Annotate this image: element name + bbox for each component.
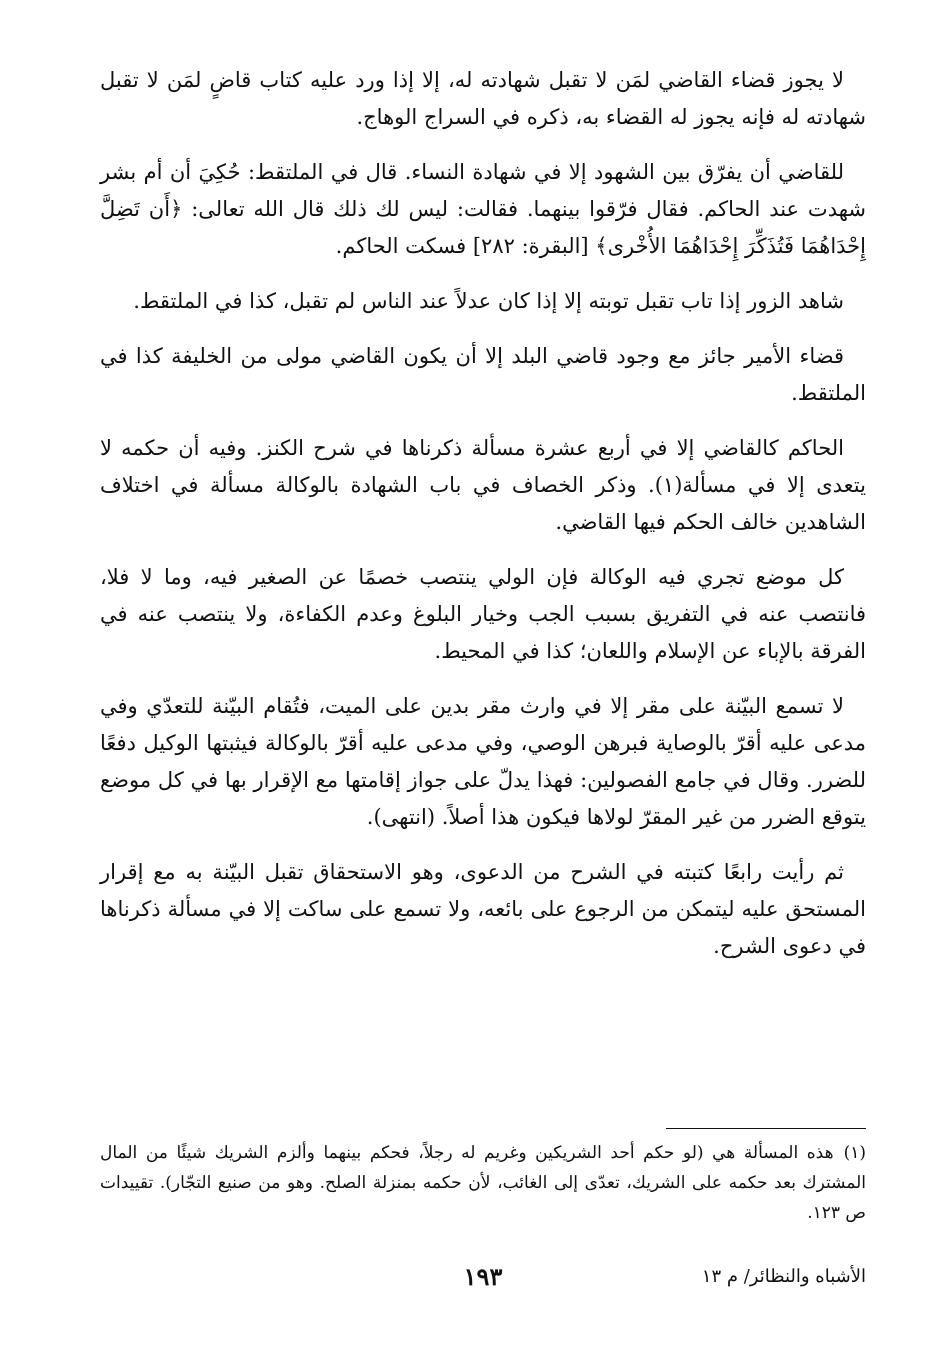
paragraph-4: قضاء الأمير جائز مع وجود قاضي البلد إلا أن يكون القاضي مولى من الخليفة كذا في الملتقط. bbox=[100, 344, 866, 405]
main-text bbox=[100, 62, 866, 983]
paragraph-5: الحاكم كالقاضي إلا في أربع عشرة مسألة ذكرناها في شرح الكنز. وفيه أن حكمه لا يتعدى إلا في مسألة(١). وذكر الخصاف في باب الشهادة بالوكالة مسألة في اختلاف الشاهدين خالف الحكم فيها القاضي. bbox=[100, 436, 866, 534]
paragraph-3: شاهد الزور إذا تاب تقبل توبته إلا إذا كان عدلاً عند الناس لم تقبل، كذا في الملتقط. bbox=[133, 289, 844, 313]
paragraph-7: لا تسمع البيّنة على مقر إلا في وارث مقر بدين على الميت، فتُقام البيّنة للتعدّي وفي مدعى عليه أقرّ بالوصاية فبرهن الوصي، وفي مدعى عليه أقرّ بالوكالة فيثبتها الوكيل دفعًا للضرر. وقال في جامع الفصولين: فهذا يدلّ على جواز إقامتها مع الإقرار بها في كل موضع يتوقع الضرر من غير المقرّ لولاها فيكون هذا أصلاً. (انتهى). bbox=[100, 694, 866, 829]
footnote-marker: (١) bbox=[843, 1143, 866, 1163]
paragraph-1: لا يجوز قضاء القاضي لمَن لا تقبل شهادته له، إلا إذا ورد عليه كتاب قاضٍ لمَن لا تقبل شهادته له فإنه يجوز له القضاء به، ذكره في السراج الوهاج. bbox=[100, 68, 866, 129]
footnote-divider bbox=[666, 1128, 866, 1129]
paragraph-6: كل موضع تجري فيه الوكالة فإن الولي ينتصب خصمًا عن الصغير فيه، وما لا فلا، فانتصب عنه في التفريق بسبب الجب وخيار البلوغ وعدم الكفاءة، ولا ينتصب عنه في الفرقة بالإباء عن الإسلام واللعان؛ كذا في المحيط. bbox=[100, 565, 866, 663]
running-title: الأشباه والنظائر/ م ١٣ bbox=[701, 1266, 866, 1287]
page-number: ١٩٣ bbox=[463, 1262, 503, 1291]
paragraph-8: ثم رأيت رابعًا كتبته في الشرح من الدعوى، وهو الاستحقاق تقبل البيّنة به مع إقرار المستحق عليه ليتمكن من الرجوع على بائعه، ولا تسمع على ساكت إلا في مسألة ذكرناها في دعوى الشرح. bbox=[100, 860, 866, 958]
paragraph-2: للقاضي أن يفرّق بين الشهود إلا في شهادة النساء. قال في الملتقط: حُكِيَ أن أم بشر شهدت عند الحاكم. فقال فرّقوا بينهما. فقالت: ليس لك ذلك قال الله تعالى: ﴿أَن تَضِلَّ إِحْدَاهُمَا فَتُذَكِّرَ إِحْدَاهُمَا الأُخْرى﴾ [البقرة: ٢٨٢] فسكت الحاكم. bbox=[100, 160, 866, 258]
footnote-text: هذه المسألة هي (لو حكم أحد الشريكين وغريم له رجلاً، فحكم بينهما وألزم الشريك شيئًا من المال المشترك بعد حكمه على الشريك، تعدّى إلى الغائب، لأن حكمه بمنزلة الصلح. وهو من صنيع التجّار). تقييدات ص ١٢٣. bbox=[100, 1143, 866, 1223]
page-footer bbox=[100, 1262, 866, 1302]
footnote bbox=[100, 1138, 866, 1228]
